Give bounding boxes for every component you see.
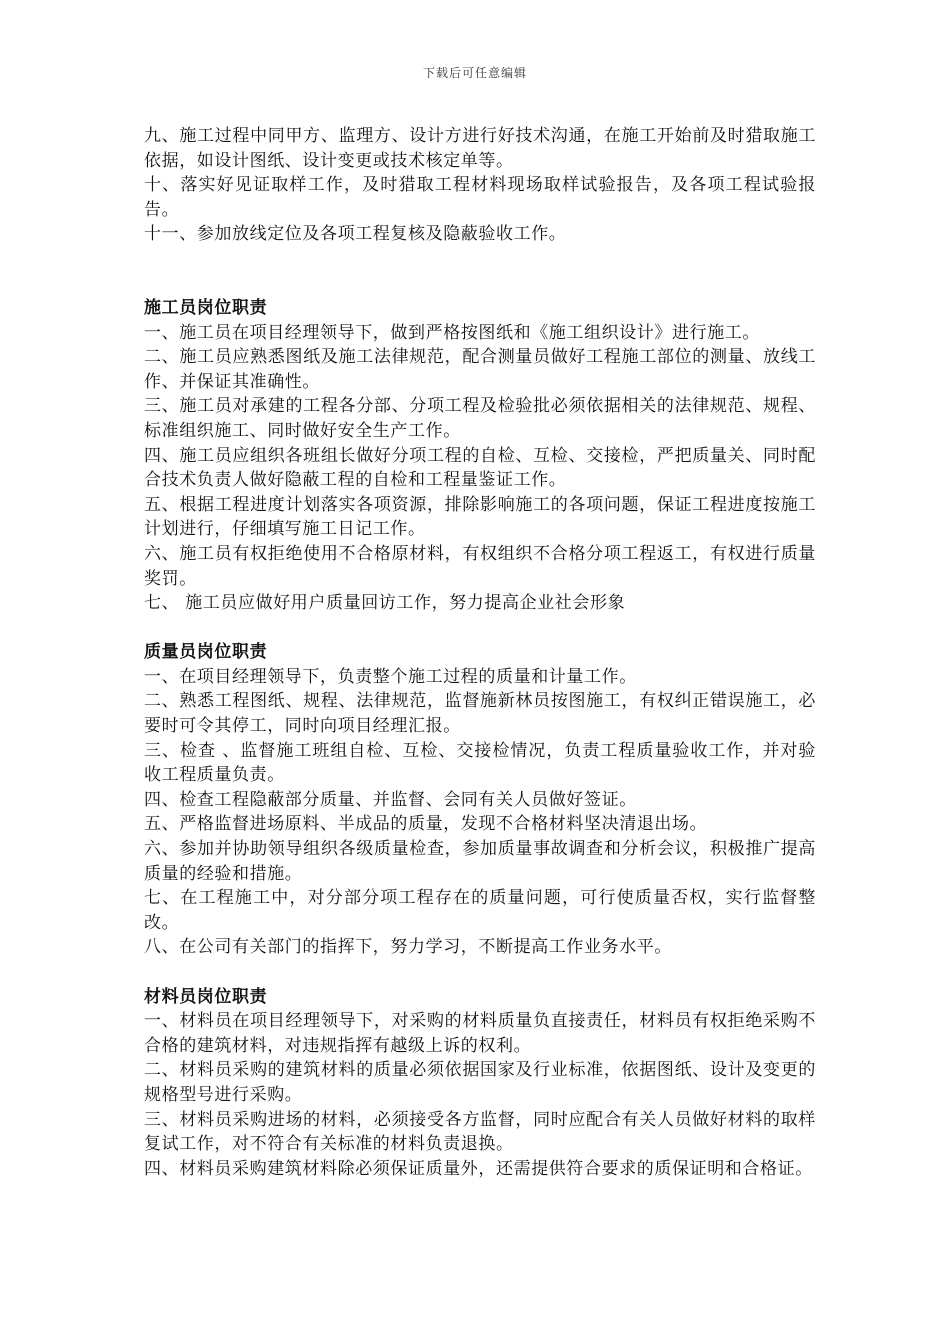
list-item: 三、材料员采购进场的材料，必须接受各方监督，同时应配合有关人员做好材料的取样复试工作，对不符合有关标准的材料负责退换。 [144,1109,816,1155]
list-item: 一、施工员在项目经理领导下，做到严格按图纸和《施工组织设计》进行施工。 [144,322,760,343]
page-header: 下载后可任意编辑 [422,66,527,80]
list-item: 四、检查工程隐蔽部分质量、并监督、会同有关人员做好签证。 [144,789,637,810]
list-item: 三、施工员对承建的工程各分部、分项工程及检验批必须依据相关的法律规范、规程、标准组织施工、同时做好安全生产工作。 [144,396,816,441]
list-item: 八、在公司有关部门的指挥下，努力学习，不断提高工作业务水平。 [144,937,672,958]
intro-section [144,124,816,247]
list-item: 七、在工程施工中，对分部分项工程存在的质量问题，可行使质量否权，实行监督整改。 [144,888,816,933]
list-item: 二、材料员采购的建筑材料的质量必须依据国家及行业标准，依据图纸、设计及变更的规格型号进行采购。 [144,1060,816,1105]
section-construction-worker [144,296,816,616]
list-item: 六、施工员有权拒绝使用不合格原材料，有权组织不合格分项工程返工，有权进行质量奖罚。 [144,543,816,589]
list-item: 四、施工员应组织各班组长做好分项工程的自检、互检、交接检，严把质量关、同时配合技术负责人做好隐蔽工程的自检和工程量鉴证工作。 [144,445,816,491]
list-item: 三、检查 、监督施工班组自检、互检、交接检情况，负责工程质量验收工作，并对验收工程质量负责。 [144,740,816,786]
intro-item-10: 十、落实好见证取样工作，及时猎取工程材料现场取样试验报告，及各项工程试验报告。 [144,175,816,220]
list-item: 一、材料员在项目经理领导下，对采购的材料质量负直接责任，材料员有权拒绝采购不合格的建筑材料，对违规指挥有越级上诉的权利。 [144,1011,816,1056]
list-item: 六、参加并协助领导组织各级质量检查，参加质量事故调查和分析会议，积极推广提高质量的经验和措施。 [144,839,816,884]
list-item: 四、材料员采购建筑材料除必须保证质量外，还需提供符合要求的质保证明和合格证。 [144,1158,813,1179]
section-materials-officer [144,985,816,1182]
section-title: 质量员岗位职责 [144,642,268,663]
list-item: 七、 施工员应做好用户质量回访工作，努力提高企业社会形象 [144,593,626,614]
list-item: 五、根据工程进度计划落实各项资源，排除影响施工的各项问题，保证工程进度按施工计划进行，仔细填写施工日记工作。 [144,494,816,540]
list-item: 五、严格监督进场原料、半成品的质量，发现不合格材料坚决清退出场。 [144,814,708,835]
list-item: 一、在项目经理领导下，负责整个施工过程的质量和计量工作。 [144,666,637,687]
intro-item-11: 十一、参加放线定位及各项工程复核及隐蔽验收工作。 [144,224,567,245]
spacer [144,616,816,641]
list-item: 二、施工员应熟悉图纸及施工法律规范，配合测量员做好工程施工部位的测量、放线工作、并保证其准确性。 [144,347,816,392]
spacer [144,960,816,985]
spacer [144,247,816,296]
section-title: 施工员岗位职责 [144,297,268,318]
intro-item-9: 九、施工过程中同甲方、监理方、设计方进行好技术沟通，在施工开始前及时猎取施工依据，如设计图纸、设计变更或技术核定单等。 [144,126,816,171]
document-body [144,124,816,1181]
section-title: 材料员岗位职责 [144,986,268,1007]
list-item: 二、熟悉工程图纸、规程、法律规范，监督施新林员按图施工，有权纠正错误施工，必要时可令其停工，同时向项目经理汇报。 [144,691,816,737]
section-quality-inspector [144,640,816,960]
